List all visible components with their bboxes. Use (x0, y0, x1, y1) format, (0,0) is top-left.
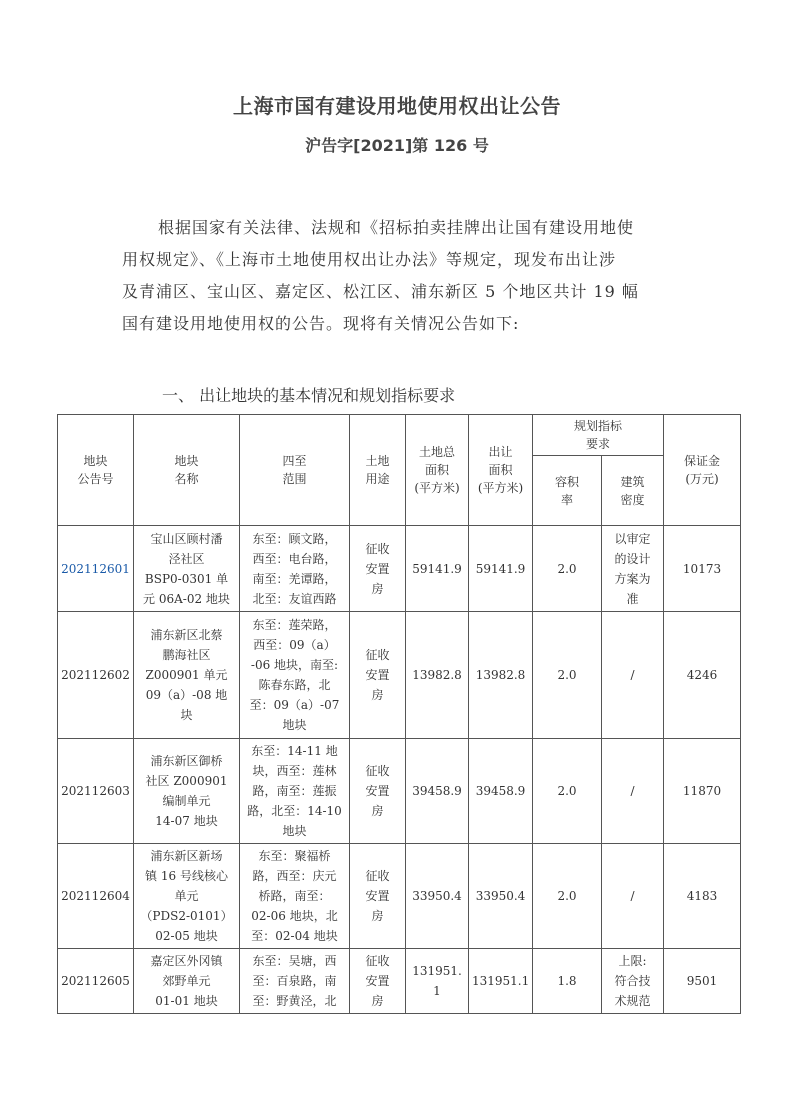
cell-line: 33950.4 (475, 889, 526, 903)
parcel-id-cell (58, 612, 134, 739)
deposit-cell (664, 739, 741, 844)
cell-line: 东至：顾文路， (252, 531, 337, 546)
cell-line: 13982.8 (475, 668, 526, 682)
cell-line: 密度 (620, 492, 645, 507)
cell-line: 单元 (174, 889, 199, 903)
cell-line: Z000901 单元 (145, 668, 228, 682)
cell-line: 地块 (282, 718, 307, 732)
cell-line: 西至：电台路， (252, 551, 337, 566)
cell-line: 土地 (365, 454, 390, 468)
cell-line: 房 (371, 909, 384, 923)
parcel-id-link[interactable]: 202112601 (61, 561, 130, 576)
table-row (58, 739, 741, 844)
cell-line: 上限: (618, 954, 647, 968)
intro-line: 及青浦区、宝山区、嘉定区、松江区、浦东新区 5 个地区共计 19 幅 (122, 282, 639, 301)
cell-line: 块，西至：莲林 (252, 764, 337, 778)
header-total-area (406, 415, 469, 526)
parcel-id-cell (58, 739, 134, 844)
cell-line: / (630, 668, 635, 682)
cell-line: 4246 (686, 668, 718, 682)
land-parcel-table (57, 414, 741, 1014)
land-use-cell (350, 526, 406, 612)
cell-line: （PDS2-0101） (140, 909, 233, 923)
boundary-cell (240, 612, 350, 739)
cell-line: 编制单元 (162, 794, 211, 808)
cell-line: 用途 (365, 472, 390, 486)
floor-area-ratio-cell (533, 526, 602, 612)
total-area-cell (406, 844, 469, 949)
cell-line: 保证金 (684, 454, 721, 468)
cell-line: 安置 (365, 974, 390, 988)
cell-line: 02-06 地块，北 (251, 909, 338, 923)
sale-area-cell (469, 526, 533, 612)
table-row (58, 612, 741, 739)
parcel-name-cell (134, 949, 240, 1014)
boundary-cell (240, 844, 350, 949)
cell-line: 东至：莲荣路， (252, 618, 337, 632)
building-density-cell (602, 526, 664, 612)
notice-number: 沪告字[2021]第 126 号 (305, 136, 489, 155)
parcel-name-cell (134, 844, 240, 949)
building-density-cell (602, 949, 664, 1014)
cell-line: 的设计 (614, 551, 651, 566)
cell-line: 征收 (365, 869, 390, 883)
cell-line: 镇 16 号线核心 (145, 869, 228, 883)
cell-line: 西至：09（a） (253, 638, 336, 652)
cell-line: 39458.9 (412, 784, 462, 798)
cell-line: 59141.9 (475, 561, 526, 576)
header-land-use (350, 415, 406, 526)
header-planning-requirements (533, 415, 664, 456)
cell-line: 名称 (174, 472, 199, 486)
cell-line: 征收 (365, 954, 390, 968)
floor-area-ratio-cell (533, 949, 602, 1014)
cell-line: 地块 (83, 454, 108, 468)
floor-area-ratio-cell (533, 844, 602, 949)
cell-line: 33950.4 (412, 889, 462, 903)
deposit-cell (664, 612, 741, 739)
cell-line: 202112605 (61, 974, 130, 988)
header-parcel-id (58, 415, 134, 526)
deposit-cell (664, 526, 741, 612)
cell-line: 土地总 (418, 445, 455, 459)
cell-line: 4183 (686, 889, 718, 903)
cell-line: 鹏海社区 (162, 648, 211, 662)
table-row (58, 526, 741, 612)
cell-line: 路，南至：莲振 (252, 784, 337, 798)
cell-line: 至：09（a）-07 (249, 698, 340, 712)
building-density-cell (602, 844, 664, 949)
cell-line: 路，北至：14-10 (247, 804, 342, 818)
cell-line: 面积 (488, 463, 513, 477)
cell-line: 郊野单元 (162, 974, 211, 988)
boundary-cell (240, 949, 350, 1014)
land-use-cell (350, 949, 406, 1014)
cell-line: 宝山区顾村潘 (150, 531, 223, 546)
cell-line: 要求 (586, 437, 611, 451)
cell-line: 房 (371, 581, 384, 596)
cell-line: 1 (433, 984, 441, 998)
floor-area-ratio-cell (533, 612, 602, 739)
cell-line: 1.8 (557, 974, 577, 988)
cell-line: 术规范 (614, 994, 651, 1008)
notice-title: 上海市国有建设用地使用权出让公告 (233, 94, 561, 118)
cell-line: -06 地块，南至: (250, 658, 339, 672)
cell-line: 房 (371, 994, 384, 1008)
cell-line: 公告号 (77, 472, 114, 486)
cell-line: 东至：14-11 地 (251, 744, 338, 758)
cell-line: 符合技 (614, 974, 651, 988)
cell-line: 泾社区 (168, 551, 205, 566)
cell-line: 01-01 地块 (155, 994, 218, 1008)
cell-line: 09（a）-08 地 (145, 688, 228, 702)
total-area-cell (406, 612, 469, 739)
cell-line: 2.0 (557, 561, 577, 576)
cell-line: 范围 (282, 472, 307, 486)
cell-line: 安置 (365, 889, 390, 903)
cell-line: 59141.9 (412, 561, 462, 576)
cell-line: 安置 (365, 784, 390, 798)
cell-line: 房 (371, 688, 384, 702)
cell-line: 14-07 地块 (155, 814, 218, 828)
parcel-name-cell (134, 612, 240, 739)
cell-line: 出让 (488, 445, 513, 459)
cell-line: 征收 (365, 541, 390, 556)
cell-line: 南至：羌谭路， (252, 571, 337, 586)
cell-line: 安置 (365, 561, 390, 576)
total-area-cell (406, 739, 469, 844)
cell-line: 2.0 (557, 889, 577, 903)
header-building-density (602, 456, 664, 526)
cell-line: 面积 (424, 463, 449, 477)
header-boundary (240, 415, 350, 526)
cell-line: 四至 (282, 454, 307, 468)
parcel-name-cell (134, 526, 240, 612)
cell-line: 202112604 (61, 889, 130, 903)
cell-line: 规划指标 (574, 419, 623, 433)
cell-line: 11870 (682, 784, 722, 798)
parcel-name-cell (134, 739, 240, 844)
table-row (58, 844, 741, 949)
land-use-cell (350, 739, 406, 844)
intro-paragraph (122, 212, 677, 340)
cell-line: 路，西至：庆元 (252, 869, 337, 883)
cell-line: 元 06A-02 地块 (143, 591, 230, 606)
cell-line: / (630, 784, 635, 798)
cell-line: 房 (371, 804, 384, 818)
intro-line: 根据国家有关法律、法规和《招标拍卖挂牌出让国有建设用地使 (158, 218, 635, 237)
cell-line: 征收 (365, 648, 390, 662)
cell-line: (万元) (685, 472, 719, 486)
cell-line: 02-05 地块 (155, 929, 218, 943)
cell-line: 2.0 (557, 784, 577, 798)
cell-line: 征收 (365, 764, 390, 778)
parcel-id-cell (58, 949, 134, 1014)
total-area-cell (406, 949, 469, 1014)
cell-line: 桥路，南至： (258, 889, 331, 903)
deposit-cell (664, 844, 741, 949)
land-use-cell (350, 844, 406, 949)
cell-line: 安置 (365, 668, 390, 682)
cell-line: 至：野黄泾，北 (252, 994, 337, 1008)
intro-line: 国有建设用地使用权的公告。现将有关情况公告如下: (122, 314, 520, 333)
parcel-id-cell[interactable] (58, 526, 134, 612)
cell-line: 浦东新区御桥 (150, 754, 223, 768)
parcel-id-cell (58, 844, 134, 949)
sale-area-cell (469, 949, 533, 1014)
cell-line: 社区 Z000901 (145, 774, 228, 788)
header-floor-area-ratio (533, 456, 602, 526)
total-area-cell (406, 526, 469, 612)
cell-line: 嘉定区外冈镇 (150, 954, 223, 968)
cell-line: 202112603 (61, 784, 130, 798)
section-heading: 一、 出让地块的基本情况和规划指标要求 (162, 386, 456, 405)
cell-line: 13982.8 (412, 668, 462, 682)
cell-line: 浦东新区新场 (150, 849, 223, 863)
sale-area-cell (469, 844, 533, 949)
floor-area-ratio-cell (533, 739, 602, 844)
cell-line: 至：02-04 地块 (251, 929, 338, 943)
cell-line: (平方米) (477, 481, 524, 495)
cell-line: 方案为 (614, 571, 651, 586)
cell-line: / (630, 889, 635, 903)
cell-line: 9501 (686, 974, 718, 988)
building-density-cell (602, 739, 664, 844)
land-use-cell (350, 612, 406, 739)
cell-line: 202112602 (61, 668, 130, 682)
cell-line: (平方米) (414, 481, 460, 495)
cell-line: 地块 (174, 454, 199, 468)
header-parcel-name (134, 415, 240, 526)
deposit-cell (664, 949, 741, 1014)
cell-line: 浦东新区北蔡 (150, 628, 223, 642)
cell-line: 容积 (554, 474, 579, 489)
cell-line: 至：百泉路，南 (252, 974, 337, 988)
cell-line: 131951. (412, 964, 462, 978)
cell-line: 陈春东路，北 (258, 678, 331, 692)
cell-line: 131951.1 (472, 974, 530, 988)
table-row (58, 949, 741, 1014)
sale-area-cell (469, 739, 533, 844)
building-density-cell (602, 612, 664, 739)
cell-line: 北至：友谊西路 (252, 591, 337, 606)
header-deposit (664, 415, 741, 526)
cell-line: 块 (180, 708, 193, 722)
cell-line: 39458.9 (475, 784, 526, 798)
cell-line: 地块 (282, 824, 307, 838)
header-sale-area (469, 415, 533, 526)
cell-line: 2.0 (557, 668, 577, 682)
intro-line: 用权规定》、《上海市土地使用权出让办法》等规定，现发布出让涉 (122, 250, 617, 269)
cell-line: 东至：聚福桥 (258, 849, 331, 863)
cell-line: 建筑 (620, 474, 645, 489)
cell-line: 以审定 (614, 531, 651, 546)
cell-line: 10173 (682, 561, 722, 576)
boundary-cell (240, 526, 350, 612)
sale-area-cell (469, 612, 533, 739)
cell-line: 准 (626, 591, 639, 606)
cell-line: 东至：吴塘，西 (252, 954, 337, 968)
cell-line: BSP0-0301 单 (144, 571, 229, 586)
cell-line: 率 (560, 492, 573, 507)
boundary-cell (240, 739, 350, 844)
